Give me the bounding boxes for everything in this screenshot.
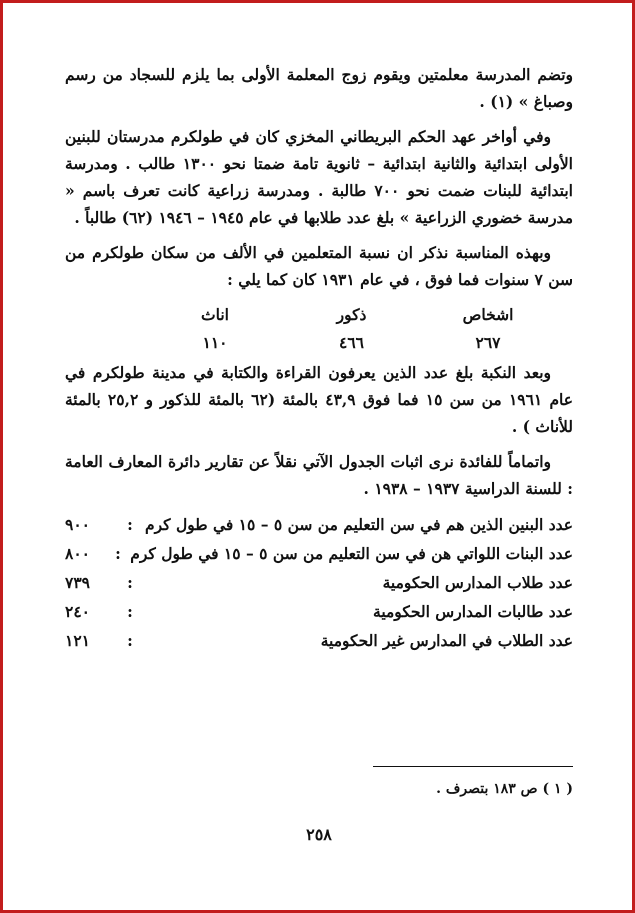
list-item-colon: : bbox=[127, 631, 133, 650]
list-item-colon: : bbox=[115, 544, 121, 563]
list-item bbox=[65, 626, 573, 655]
list-item-label: عدد البنات اللواتي هن في سن التعليم من سن ٥ – ١٥ في طول كرم bbox=[130, 544, 573, 563]
list-item bbox=[65, 568, 573, 597]
stats-value: ٤٦٦ bbox=[339, 333, 364, 352]
paragraph-5: واتماماً للفائدة نرى اثبات الجدول الآتي نقلاً عن تقارير دائرة المعارف العامة : للسنة الدراسية ١٩٣٧ – ١٩٣٨ . bbox=[65, 452, 573, 498]
list-item-value: ١٢١ bbox=[65, 631, 90, 650]
paragraph-4: وبعد النكبة بلغ عدد الذين يعرفون القراءة والكتابة في مدينة طولكرم في عام ١٩٦١ من سن ١٥ فما فوق ٤٣,٩ بالمئة (٦٢ بالمئة للذكور و ٢٥,٢ بالمئة للأناث ) . bbox=[65, 363, 574, 436]
list-item-colon: : bbox=[127, 602, 133, 621]
footnote: ( ١ ) ص ١٨٣ بتصرف . bbox=[436, 781, 573, 797]
education-figures-list bbox=[65, 510, 573, 655]
list-item-value: ٧٣٩ bbox=[65, 573, 90, 592]
list-item bbox=[65, 539, 573, 568]
stats-header: اناث bbox=[201, 305, 229, 324]
list-item-label: عدد طالبات المدارس الحكومية bbox=[373, 602, 573, 621]
paragraph-3: وبهذه المناسبة نذكر ان نسبة المتعلمين في الألف من سكان طولكرم من سن ٧ سنوات فما فوق ، في عام ١٩٣١ كان كما يلي : bbox=[65, 243, 573, 289]
stats-value: ١١٠ bbox=[202, 333, 228, 352]
page-number: ٢٥٨ bbox=[306, 825, 332, 844]
paragraph-1: وتضم المدرسة معلمتين ويقوم زوج المعلمة الأولى بما يلزم للسجاد من رسم وصباغ » (١) . bbox=[65, 65, 573, 111]
stats-value: ٢٦٧ bbox=[475, 333, 501, 352]
paragraph-2: وفي أواخر عهد الحكم البريطاني المخزي كان في طولكرم مدرستان للبنين الأولى ابتدائية والثانية ابتدائية – ثانوية تامة ضمتا نحو ١٣٠٠ طالب . ومدرسة ابتدائية للبنات ضمت نحو ٧٠٠ طالبة . ومدرسة زراعية كانت تعرف باسم « مدرسة خضوري الزراعية » بلغ عدد طلابها في عام ١٩٤٥ – ١٩٤٦ (٦٢) طالباً . bbox=[65, 127, 573, 227]
document-page bbox=[65, 61, 573, 881]
list-item-value: ٨٠٠ bbox=[65, 544, 90, 563]
list-item bbox=[65, 597, 573, 626]
stats-header: ذكور bbox=[336, 305, 367, 324]
list-item-value: ٢٤٠ bbox=[65, 602, 90, 621]
stats-col-persons bbox=[448, 301, 528, 357]
literacy-stats-table bbox=[65, 301, 573, 357]
stats-header: اشخاص bbox=[462, 305, 514, 324]
list-item-value: ٩٠٠ bbox=[65, 515, 90, 534]
list-item bbox=[65, 510, 573, 539]
footnote-divider bbox=[373, 766, 573, 767]
list-item-label: عدد الطلاب في المدارس غير الحكومية bbox=[320, 631, 573, 650]
list-item-label: عدد طلاب المدارس الحكومية bbox=[382, 573, 573, 592]
stats-col-females bbox=[175, 301, 255, 357]
list-item-label: عدد البنين الذين هم في سن التعليم من سن ٥ – ١٥ في طول كرم bbox=[145, 515, 573, 534]
stats-col-males bbox=[312, 301, 392, 357]
list-item-colon: : bbox=[127, 515, 133, 534]
list-item-colon: : bbox=[127, 573, 133, 592]
